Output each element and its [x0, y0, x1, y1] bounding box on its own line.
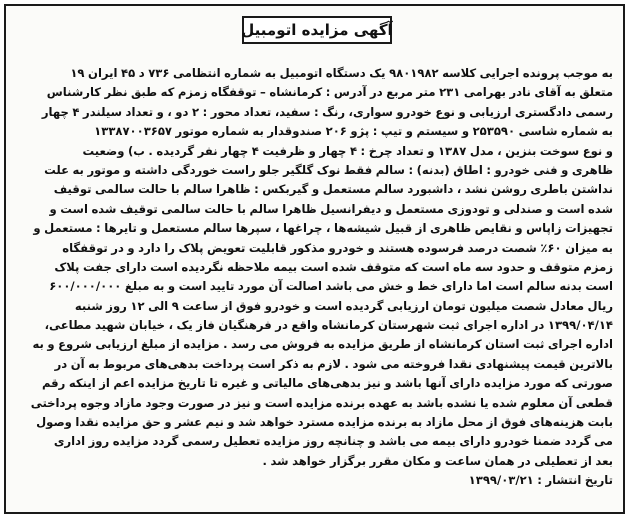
publication-date: تاریخ انتشار : ۱۳۹۹/۰۳/۲۱ — [468, 473, 613, 488]
notice-line: می گردد ضمنا خودرو دارای بیمه می باشد و چنانچه روز مزایده تعطیل رسمی گردد مزایده روز اداری — [53, 434, 613, 449]
notice-line: بابت هزینه‌های فوق از محل مازاد به برنده مزایده مسترد خواهد شد و نیم عشر و حق مزایده نقدا وصول — [36, 415, 613, 430]
notice-line: بعد از تعطیلی در همان ساعت و مکان مقرر برگزار خواهد شد . — [262, 453, 613, 468]
notice-line: به میزان ۶۰٪ شصت درصد فرسوده هستند و خودرو مذکور قابلیت تعویض پلاک را دارد و در توقفگاه — [62, 240, 613, 255]
notice-line: صورتی که مورد مزایده دارای آنها باشد و نیز بدهی‌های مالیاتی و غیره تا تاریخ مزایده اعم از اینکه رقم — [41, 376, 613, 391]
notice-line: نداشتن باطری روشن نشد ، داشبورد سالم مستعمل و گیربکس : ظاهرا سالم با حالت سالمی توقیف — [53, 182, 613, 197]
notice-body — [16, 64, 613, 491]
notice-line: اداره اجرای ثبت استان کرمانشاه از طریق مزایده به فروش می رسد . مزایده از مبلغ ارزیابی شروع و به — [32, 337, 613, 352]
notice-title: آگهی مزایده اتومبیل — [241, 20, 393, 39]
notice-line: زمزم متوقف و حدود سه ماه است که متوقف شده است بیمه ملاحظه نگردیده است دارای جفت پلاک — [54, 259, 613, 274]
notice-line: رسمی دادگستری ارزیابی و نوع خودرو سواری، رنگ : سفید، تعداد محور : ۲ دو ، و تعداد سیلندر ۴ چهار — [41, 104, 613, 119]
notice-line: به موجب پرونده اجرایی کلاسه ۹۸۰۱۹۸۲ یک دستگاه اتومبیل به شماره انتظامی ۷۳۶ د ۴۵ ایران ۱۹ — [70, 66, 613, 80]
notice-line: است بدنه سالم است اما دارای خط و خش می باشد اصالت آن مورد تایید است و به مبلغ ۶۰۰/۰۰۰/۰۰۰ — [49, 279, 613, 294]
notice-line: ظاهری و فنی خودرو : اطاق (بدنه) : سالم فقط نوک گلگیر جلو راست خوردگی داشته و موتور به علت — [44, 162, 613, 177]
notice-line: ریال معادل شصت میلیون تومان ارزیابی گردیده است و خودرو فوق از ساعت ۹ الی ۱۲ روز شنبه — [74, 298, 613, 313]
notice-line: شده است و صندلی و تودوزی مستعمل و دیفرانسیل ظاهرا سالم با حالت سالمی توقیف شده است و — [49, 201, 613, 216]
notice-title-box — [242, 16, 392, 44]
notice-line: قطعی آن معلوم شده یا نشده باشد به عهده برنده مزایده است و نیز در صورت وجود مازاد وجوه پرداختی — [30, 395, 613, 410]
notice-line: بالاترین قیمت پیشنهادی نقدا فروخته می شود . لازم به ذکر است پرداخت بدهی‌های مربوط به آن در — [54, 356, 613, 371]
notice-line: به شماره شاسی ۲۵۳۵۹۰ و سیستم و تیپ : پژو ۲۰۶ صندوقدار به شماره موتور ۱۳۳۸۷۰۰۳۶۵۷ — [94, 124, 613, 139]
notice-line: ۱۳۹۹/۰۴/۱۴ در اداره اجرای ثبت شهرستان کرمانشاه واقع در فرهنگیان فاز یک ، خیابان شهید مطاعی، — [44, 318, 613, 333]
auction-notice — [4, 4, 625, 514]
notice-line: و نوع سوخت بنزین ، مدل ۱۳۸۷ و تعداد چرخ : ۴ چهار و ظرفیت ۴ چهار نفر گردیده . ب) وضعیت — [82, 143, 613, 158]
notice-line: متعلق به آقای نادر بهرامی ۲۳۱ متر مربع در آدرس : کرمانشاه – توقفگاه زمزم که طبق نظر کارشناس — [46, 85, 613, 100]
notice-line: تجهیزات زاپاس و نقایص ظاهری از قبیل شیشه‌ها ، چراغها ، سپرها سالم مستعمل و تایرها : مستعمل و — [33, 221, 613, 236]
